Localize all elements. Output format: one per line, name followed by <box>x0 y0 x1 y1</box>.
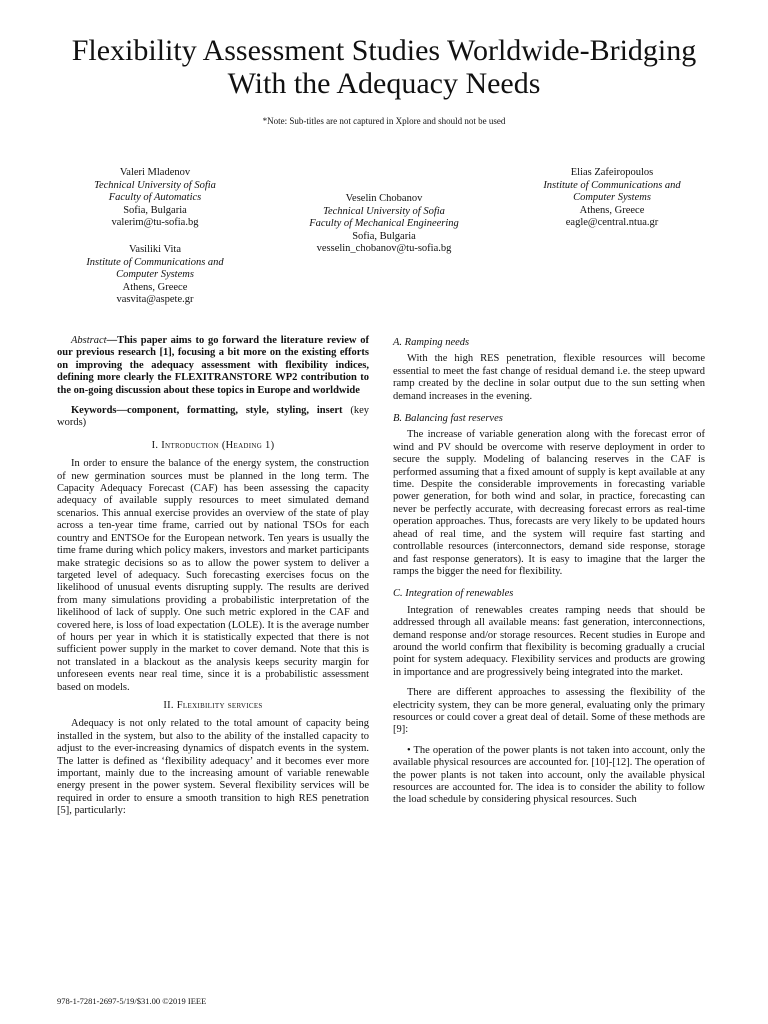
author-department: Faculty of Automatics <box>108 192 202 204</box>
author-city: Sofia, Bulgaria <box>352 230 416 242</box>
subsection-heading-renewables: C. Integration of renewables <box>393 588 514 600</box>
paragraph-ramping: With the high RES penetration, flexible resources will become essential to meet the fast change of residual demand i.e. the steep upward ramp created by the decline in solar output due to the sun setting when demand increases in the evening. <box>393 353 705 402</box>
paragraph-renewables-2: There are different approaches to assessing the flexibility of the electricity system, they can be more general, evaluating only the primary resources or could cover a great deal of detail. Some of these methods are [9]: <box>393 687 705 736</box>
author-city: Athens, Greece <box>122 281 188 293</box>
copyright-footer: 978-1-7281-2697-5/19/$31.00 ©2019 IEEE <box>57 996 207 1006</box>
author-block-4 <box>40 244 270 307</box>
author-affiliation: Institute of Communications and <box>86 256 224 268</box>
subsection-heading-balancing: B. Balancing fast reserves <box>393 413 503 425</box>
author-name: Elias Zafeiropoulos <box>570 167 654 178</box>
author-affiliation: Institute of Communications and <box>543 179 681 191</box>
author-name: Valeri Mladenov <box>119 167 191 178</box>
author-department: Faculty of Mechanical Engineering <box>309 218 459 230</box>
abstract <box>57 335 369 397</box>
paragraph-introduction: In order to ensure the balance of the energy system, the construction of new germination sources must be planned in the long term. The Capacity Adequacy Forecast (CAF) has been assessing the capacity adequacy of available supply resources to meet simulated demand scenarios. This annual exercise provides an overview of the state of play across a ten-year time frame, carried out by national TSOs for each country and ENTSOe for the European network. Ten years is usually the time frame during which policy makers, investors and market participants make strategic decisions so as to allow the power system to deliver a targeted level of adequacy. Such forecasting exercises focus on the likelihood of unusual events disrupting supply. The results are derived from many simulations providing a probabilistic interpretation of the likelihood of lack of supply. One such metric explored in the CAF and covered here, is loss of load expectation (LOLE). It is the average number of hours per year in which it is statistically expected that there is not sufficient power supply in the market to cover demand. Note that this is not translated in a blackout as the analysis keeps security margin for unforeseen events near real time, since it is a probabilistic assessment based on models. <box>57 458 369 693</box>
author-block-2 <box>269 193 499 256</box>
section-heading-flexibility: II. Flexibility services <box>163 699 263 711</box>
author-affiliation: Technical University of Sofia <box>94 179 216 191</box>
keywords <box>57 405 369 430</box>
paragraph-renewables-3: • The operation of the power plants is not taken into account, only the available physical resources are accounted for. [10]-[12]. The operation of the power plants is not taken into account, only the available physical resources are accounted for. The idea is to consider the ability to follow the load schedule by considering physical resources. Such <box>393 744 705 806</box>
left-column <box>57 335 369 818</box>
right-column <box>393 335 705 807</box>
paragraph-flexibility: Adequacy is not only related to the total amount of capacity being installed in the system, but also to the ability of the installed capacity to adjust to the ever-increasing dynamics of dispatch events in the system. The latter is defined as ‘flexibility adequacy’ and it becomes ever more important, mainly due to the increasing amount of variable renewable energy present in the power system. Several flexibility services will be required in order to ensure a smooth transition to high RES penetration [5], particularly: <box>57 718 369 817</box>
abstract-label: Abstract <box>71 335 107 346</box>
author-department: Computer Systems <box>116 269 194 281</box>
author-city: Athens, Greece <box>579 204 645 216</box>
subtitle-note: *Note: Sub-titles are not captured in Xplore and should not be used <box>262 116 506 126</box>
author-name: Vasiliki Vita <box>129 244 181 255</box>
abstract-text: —This paper aims to go forward the literature review of our previous research [1], focusing a bit more on the existing efforts on improving the adequacy assessment with flexibility indices, defining more clearly the FLEXITRANSTORE WP2 contribution to the on-going discussion about these topics in Europe and worldwide <box>57 335 369 396</box>
subsection-heading-ramping: A. Ramping needs <box>393 337 470 348</box>
author-email[interactable]: vasvita@aspete.gr <box>116 294 194 306</box>
author-city: Sofia, Bulgaria <box>123 204 187 216</box>
paper-title <box>0 34 768 100</box>
author-email[interactable]: valerim@tu-sofia.bg <box>111 217 199 229</box>
author-affiliation: Technical University of Sofia <box>323 205 445 217</box>
author-name: Veselin Chobanov <box>345 193 423 204</box>
author-block-3 <box>497 167 727 230</box>
keywords-tail: (key words) <box>57 405 369 429</box>
paragraph-renewables-1: Integration of renewables creates ramping needs that should be addressed through all available means: fast generation, interconnections, demand response and/or storage resources. Recent studies in Europe and around the world confirm that flexibility is becoming gradually a crucial point for system adequacy. Flexibility services and products are growing in importance and are progressively being integrated into the market. <box>393 604 705 678</box>
author-block-1 <box>40 167 270 230</box>
paragraph-balancing: The increase of variable generation along with the forecast error of wind and PV should be overcome with reserve deployment in order to secure the supply. Modeling of balancing reserves in the CAF is performed assuming that a fixed amount of supply is kept available at any time. Despite the considerable improvements in forecasting variable power generation, for both wind and solar, in practice, forecasting can never be perfectly accurate, with decreasing forecast errors as real-time operation approaches. Thus, forecasts are very likely to be updated hours ahead of real time, and the system will require fast starting and controllable resources (interconnectors, demand side response, storage and fast response generators). It is easy to imagine that the larger the ramps the bigger the need for flexibility. <box>393 429 705 577</box>
section-heading-introduction: I. Introduction (Heading 1) <box>151 439 275 451</box>
author-department: Computer Systems <box>573 192 651 204</box>
author-email[interactable]: eagle@central.ntua.gr <box>565 217 659 229</box>
author-email[interactable]: vesselin_chobanov@tu-sofia.bg <box>316 243 452 255</box>
keywords-text: Keywords—component, formatting, style, styling, insert <box>71 405 343 417</box>
title-line-2: With the Adequacy Needs <box>227 67 541 100</box>
title-line-1: Flexibility Assessment Studies Worldwide-Bridging <box>71 34 697 67</box>
